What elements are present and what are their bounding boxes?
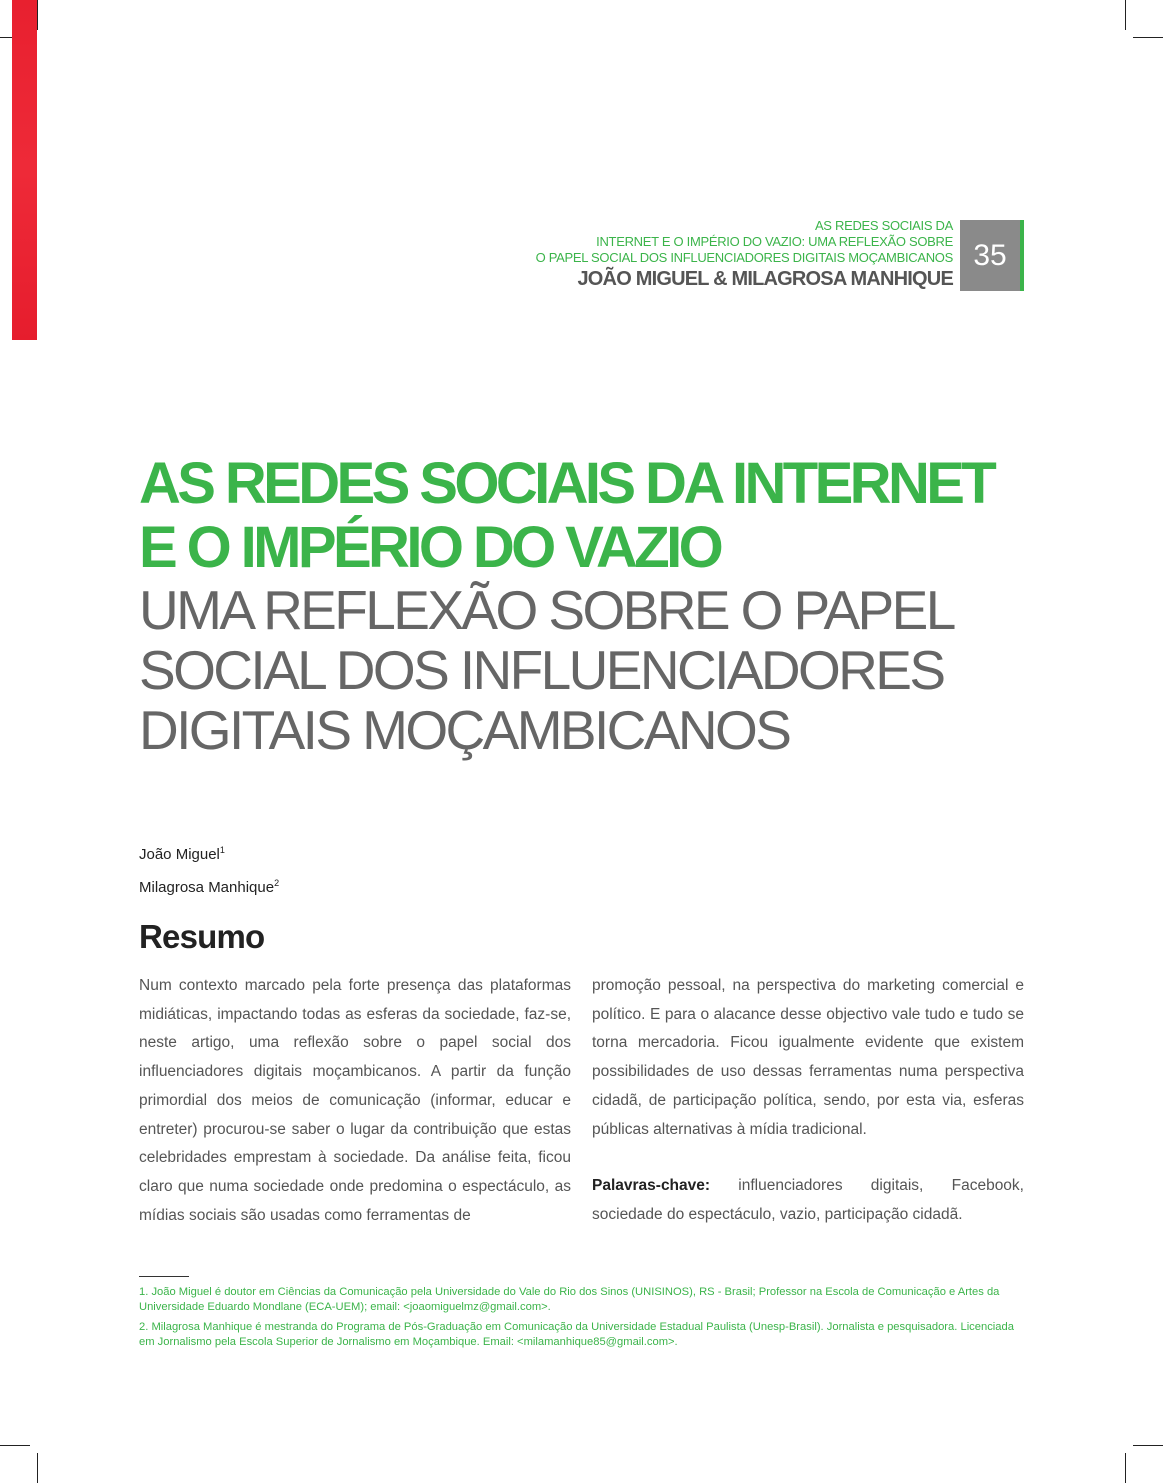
footnote-ref: 2 [274, 878, 280, 888]
abstract-column-1 [139, 972, 571, 1230]
subtitle-line: UMA REFLEXÃO SOBRE O PAPEL [139, 579, 954, 641]
running-header-line: INTERNET E O IMPÉRIO DO VAZIO: UMA REFLEXÃO SOBRE [596, 234, 953, 249]
author: João Miguel$^1$ [139, 845, 225, 863]
abstract-column-2 [592, 972, 1024, 1230]
abstract-heading: Resumo [139, 918, 265, 955]
crop-mark [37, 0, 38, 30]
crop-mark [1125, 0, 1126, 30]
crop-mark [1133, 37, 1163, 38]
crop-mark [0, 1445, 30, 1446]
subtitle-line: DIGITAIS MOÇAMBICANOS [139, 699, 790, 761]
crop-mark [1125, 1453, 1126, 1483]
running-header-line: AS REDES SOCIAIS DA [814, 218, 953, 233]
title-line: E O IMPÉRIO DO VAZIO [139, 515, 721, 580]
article-title [139, 452, 1039, 760]
page-number: 35 [960, 220, 1024, 291]
footnote: 2. Milagrosa Manhique é mestranda do Programa de Pós-Graduação em Comunicação da Universidade Estadual Paulista (Unesp-Brasil). Jornalista e pesquisadora. Licenciada em Jornalismo pela Escola Superior de Jornalismo em Moçambique. Email: <milamanhique85@gmail.com>. [139, 1321, 1014, 1348]
abstract-text: promoção pessoal, na perspectiva do marketing comercial e político. E para o alacance desse objectivo vale tudo e tudo se torna mercadoria. Ficou igualmente evidente que existem possibilidades de uso dessas ferramentas numa perspectiva cidadã, de participação política, sendo, por esta via, esferas públicas alternativas à mídia tradicional. [592, 977, 1024, 1138]
footnote-ref: 1 [219, 845, 225, 855]
keywords-label: Palavras-chave: [592, 1177, 711, 1195]
running-header [536, 218, 953, 292]
crop-mark [37, 1453, 38, 1483]
author: Milagrosa Manhique$^2$ [139, 878, 280, 896]
keywords [592, 1172, 1024, 1229]
footnote: 1. João Miguel é doutor em Ciências da Comunicação pela Universidade do Vale do Rio dos Sinos (UNISINOS), RS - Brasil; Professor na Escola de Comunicação e Artes da Universidade Eduardo Mondlane (ECA-UEM); email: <joaomiguelmz@gmail.com>. [139, 1286, 1000, 1313]
abstract-text: Num contexto marcado pela forte presença das plataformas midiáticas, impactando todas as esferas da sociedade, faz-se, neste artigo, uma reflexão sobre o papel social dos influenciadores digitais moçambicanos. A partir da função primordial dos meios de comunicação (informar, educar e entreter) procurou-se saber o lugar da contribuição que estas celebridades emprestam à sociedade. Da análise feita, ficou claro que numa sociedade onde predomina o espectáculo, as mídias sociais são usadas como ferramentas de [139, 977, 571, 1224]
keywords-text: influenciadores digitais, Facebook, sociedade do espectáculo, vazio, participação cidadã. [592, 1177, 1024, 1223]
footnote-divider [139, 1276, 189, 1277]
running-header-line: O PAPEL SOCIAL DOS INFLUENCIADORES DIGITAIS MOÇAMBICANOS [535, 250, 953, 265]
subtitle-line: SOCIAL DOS INFLUENCIADORES [139, 639, 944, 701]
title-line: AS REDES SOCIAIS DA INTERNET [139, 451, 994, 516]
running-header-authors: JOÃO MIGUEL & MILAGROSA MANHIQUE [577, 268, 953, 290]
red-edge-bar [12, 0, 37, 340]
author-list [139, 836, 279, 902]
crop-mark [1133, 1445, 1163, 1446]
